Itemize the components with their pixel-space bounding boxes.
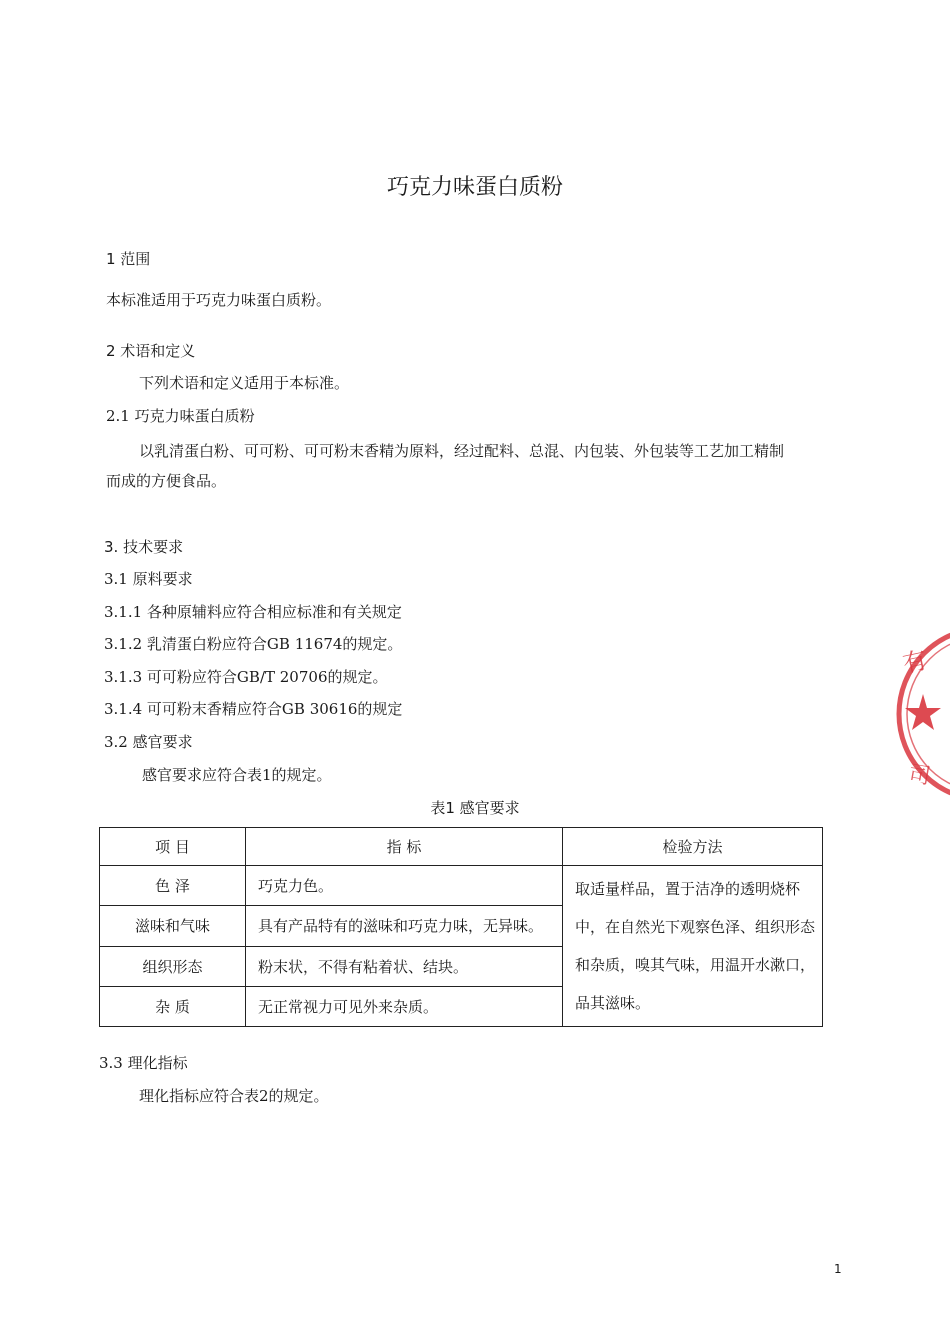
header-spec: 指 标	[246, 828, 563, 866]
section-3-2-heading: 3.2 感官要求	[104, 733, 193, 751]
row-item: 滋味和气味	[100, 906, 246, 946]
row-spec: 巧克力色。	[246, 866, 563, 906]
clause-3-1-4: 3.1.4 可可粉末香精应符合GB 30616的规定	[104, 700, 403, 718]
inspection-method: 取适量样品，置于洁净的透明烧杯中，在自然光下观察色泽、组织形态和杂质，嗅其气味，用温开水漱口，品其滋味。	[563, 866, 823, 1027]
term-2-1-definition-line1: 以乳清蛋白粉、可可粉、可可粉末香精为原料，经过配料、总混、内包装、外包装等工艺加工精制	[139, 442, 785, 460]
company-seal	[895, 622, 950, 807]
document-title: 巧克力味蛋白质粉	[386, 175, 563, 200]
table-1-caption: 表1 感官要求	[430, 799, 520, 817]
section-1-heading: 1 范围	[106, 250, 151, 268]
term-2-1-definition-line2: 而成的方便食品。	[106, 472, 227, 490]
clause-3-1-1: 3.1.1 各种原辅料应符合相应标准和有关规定	[104, 603, 402, 621]
section-2-heading: 2 术语和定义	[106, 342, 196, 360]
row-item: 杂 质	[100, 986, 246, 1026]
term-2-1-heading: 2.1 巧克力味蛋白质粉	[106, 407, 255, 425]
row-item: 色 泽	[100, 866, 246, 906]
header-item: 项 目	[100, 828, 246, 866]
table-row	[100, 866, 823, 906]
row-item: 组织形态	[100, 946, 246, 986]
sensory-requirements-table	[99, 827, 823, 1027]
section-1-text: 本标准适用于巧克力味蛋白质粉。	[106, 291, 332, 309]
section-3-3-heading: 3.3 理化指标	[99, 1054, 188, 1072]
section-3-2-text: 感官要求应符合表1的规定。	[142, 766, 332, 784]
section-3-3-text: 理化指标应符合表2的规定。	[139, 1087, 329, 1105]
table-header-row	[100, 828, 823, 866]
section-2-intro: 下列术语和定义适用于本标准。	[139, 374, 350, 392]
section-3-heading: 3. 技术要求	[104, 538, 184, 556]
row-spec: 无正常视力可见外来杂质。	[246, 986, 563, 1026]
svg-text:有: 有	[900, 645, 930, 679]
clause-3-1-3: 3.1.3 可可粉应符合GB/T 20706的规定。	[104, 668, 388, 686]
clause-3-1-2: 3.1.2 乳清蛋白粉应符合GB 11674的规定。	[104, 635, 403, 653]
header-method: 检验方法	[563, 828, 823, 866]
seal-graphic	[895, 622, 950, 807]
page-number: 1	[834, 1262, 842, 1276]
svg-text:司: 司	[906, 761, 933, 790]
row-spec: 粉末状，不得有粘着状、结块。	[246, 946, 563, 986]
row-spec: 具有产品特有的滋味和巧克力味，无异味。	[246, 906, 563, 946]
section-3-1-heading: 3.1 原料要求	[104, 570, 193, 588]
